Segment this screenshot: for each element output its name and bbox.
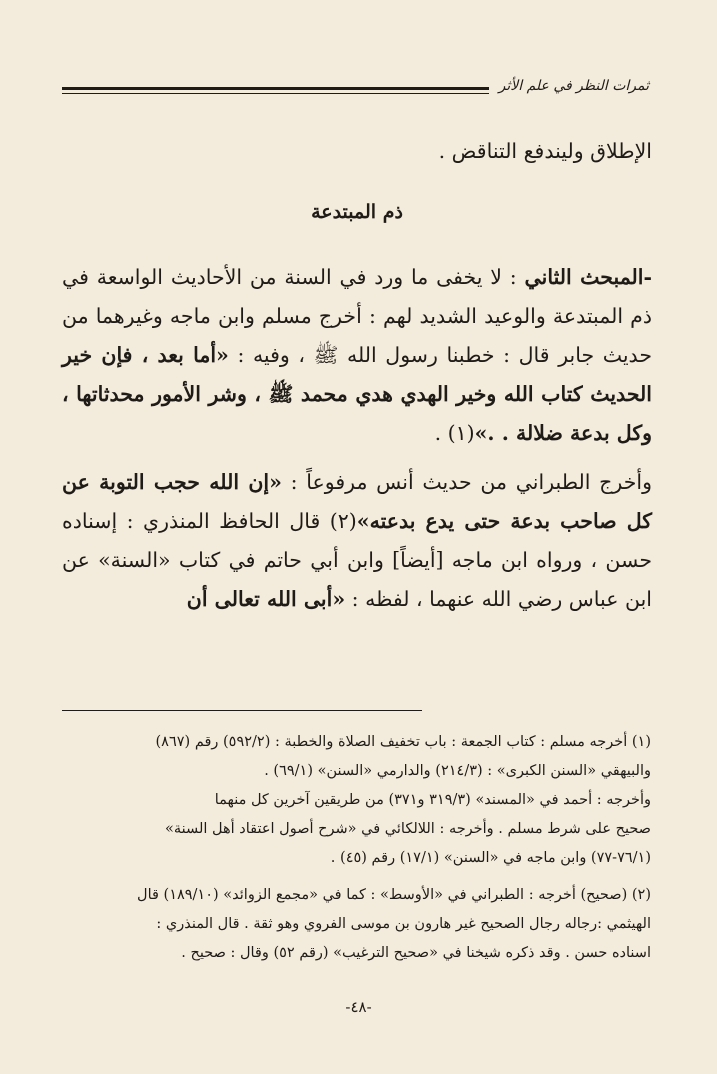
paragraph-2: [62, 463, 652, 619]
topic-lead: -المبحث الثاني: [524, 265, 652, 289]
section-heading: ذم المبتدعة: [311, 201, 403, 223]
footnotes: [62, 728, 651, 968]
footnote-1-line-4: صحيح على شرط مسلم . وأخرجه : اللالكائي في «شرح أصول اعتقاد أهل السنة»: [165, 821, 651, 837]
running-header: [62, 78, 649, 94]
header-double-rule: [62, 87, 489, 94]
running-title: ثمرات النظر في علم الأثر: [498, 78, 649, 94]
footnote-2-line-1: (٢) (صحيح) أخرجه : الطبراني في «الأوسط» : كما في «مجمع الزوائد» (١٨٩/١٠) قال: [137, 887, 651, 903]
intro-line: الإطلاق وليندفع التناقض .: [438, 139, 652, 163]
footnote-gap: [62, 873, 651, 881]
footnote-1-line-3: وأخرجه : أحمد في «المسند» (٣١٩/٣ و٣٧١) من طريقين آخرين كل منهما: [214, 792, 651, 808]
page-number: -٤٨-: [345, 998, 372, 1016]
main-text: [62, 132, 652, 619]
footnote-1-line-2: والبيهقي «السنن الكبرى» : (٢١٤/٣) والدارمي «السنن» (٦٩/١) .: [264, 763, 651, 779]
footnote-1-line-5: (٧٦/١-٧٧) وابن ماجه في «السنن» (١٧/١) رقم (٤٥) .: [330, 850, 651, 866]
footnote-separator: [62, 710, 422, 711]
paragraph-gap: [62, 453, 652, 463]
paragraph-2-text-a: وأخرج الطبراني من حديث أنس مرفوعاً :: [281, 470, 652, 494]
hadith-quote-2: «إن الله حجب التوبة عن كل صاحب بدعة حتى يدع بدعته»: [62, 470, 652, 533]
paragraph-1: [62, 258, 652, 453]
hadith-quote-1: «أما بعد ، فإن خير الحديث كتاب الله وخير الهدي هدي محمد ﷺ ، وشر الأمور محدثاتها ، وكل بدعة ضلالة . .»: [62, 343, 652, 445]
paragraph-1-text: : لا يخفى ما ورد في السنة من الأحاديث الواسعة في ذم المبتدعة والوعيد الشديد لهم : أخرج مسلم وابن ماجه وغيرهما من حديث جابر قال : خطبنا رسول الله ﷺ ، وفيه :: [62, 265, 652, 367]
footnote-2-line-3: اسناده حسن . وقد ذكره شيخنا في «صحيح الترغيب» (رقم ٥٢) وقال : صحيح .: [181, 945, 651, 961]
paragraph-2-text-b: قال الحافظ المنذري : إسناده حسن ، ورواه ابن ماجه [أيضاً] وابن أبي حاتم في كتاب «السنة» عن ابن عباس رضي الله عنهما ، لفظه :: [62, 509, 652, 611]
hadith-quote-3: «أبى الله تعالى أن: [186, 587, 346, 611]
footnote-1-line-1: (١) أخرجه مسلم : كتاب الجمعة : باب تخفيف الصلاة والخطبة : (٥٩٢/٢) رقم (٨٦٧): [155, 734, 651, 750]
footnote-ref-1: (١) .: [434, 421, 475, 445]
footnote-ref-2: (٢): [329, 509, 357, 533]
footnote-2-line-2: الهيثمي :رجاله رجال الصحيح غير هارون بن موسى الفروي وهو ثقة . قال المنذري :: [156, 916, 651, 932]
